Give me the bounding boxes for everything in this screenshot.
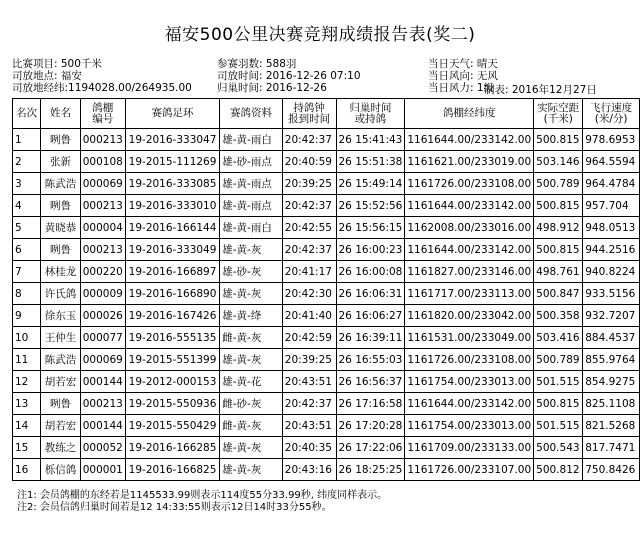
header-ring: 赛鸽足环 bbox=[125, 99, 219, 129]
cell-bird-info: 雄-黄-灰 bbox=[220, 239, 283, 261]
table-row bbox=[13, 305, 640, 327]
cell-distance: 500.815 bbox=[534, 239, 583, 261]
cell-ring: 19-2015-550936 bbox=[125, 393, 219, 415]
cell-ring: 19-2016-166897 bbox=[125, 261, 219, 283]
cell-distance: 500.789 bbox=[534, 349, 583, 371]
header-name: 姓名 bbox=[41, 99, 81, 129]
cell-distance: 500.543 bbox=[534, 437, 583, 459]
table-row bbox=[13, 327, 640, 349]
cell-ring: 19-2016-166285 bbox=[125, 437, 219, 459]
cell-distance: 501.515 bbox=[534, 371, 583, 393]
cell-clock-time: 20:43:51 bbox=[282, 371, 336, 393]
cell-ring: 19-2016-166825 bbox=[125, 459, 219, 481]
table-header-row bbox=[13, 99, 640, 129]
table-row bbox=[13, 415, 640, 437]
table-body bbox=[13, 129, 640, 481]
cell-rank: 3 bbox=[13, 173, 41, 195]
cell-ring: 19-2015-550429 bbox=[125, 415, 219, 437]
header-loft-coords: 鸽棚经纬度 bbox=[405, 99, 534, 129]
table-row bbox=[13, 239, 640, 261]
cell-loft-coords: 1161754.00/233013.00 bbox=[405, 371, 534, 393]
cell-loft-id: 000213 bbox=[80, 393, 125, 415]
cell-rank: 8 bbox=[13, 283, 41, 305]
cell-rank: 2 bbox=[13, 151, 41, 173]
header-return-time: 归巢时间 或持鸽 bbox=[336, 99, 405, 129]
header-bird-info: 赛鸽资料 bbox=[220, 99, 283, 129]
cell-rank: 15 bbox=[13, 437, 41, 459]
cell-name: 咧鲁 bbox=[41, 393, 81, 415]
table-row bbox=[13, 371, 640, 393]
cell-bird-info: 雌-砂-灰 bbox=[220, 393, 283, 415]
cell-return-time: 26 17:20:28 bbox=[336, 415, 405, 437]
cell-loft-coords: 1161726.00/233107.00 bbox=[405, 459, 534, 481]
cell-bird-info: 雄-砂-雨点 bbox=[220, 151, 283, 173]
table-row bbox=[13, 283, 640, 305]
cell-bird-info: 雌-黄-灰 bbox=[220, 327, 283, 349]
table-row bbox=[13, 151, 640, 173]
cell-loft-id: 000026 bbox=[80, 305, 125, 327]
table-row bbox=[13, 261, 640, 283]
cell-loft-id: 000144 bbox=[80, 415, 125, 437]
table-row bbox=[13, 129, 640, 151]
cell-speed: 957.704 bbox=[583, 195, 640, 217]
cell-speed: 884.4537 bbox=[583, 327, 640, 349]
cell-return-time: 26 15:49:14 bbox=[336, 173, 405, 195]
cell-loft-id: 000213 bbox=[80, 239, 125, 261]
cell-name: 黄晓恭 bbox=[41, 217, 81, 239]
footnote-1: 注1: 会员鸽棚的东经若是1145533.99则表示114度55分33.99秒, 纬度同样表示。 bbox=[17, 490, 388, 501]
cell-distance: 500.847 bbox=[534, 283, 583, 305]
cell-distance: 501.515 bbox=[534, 415, 583, 437]
cell-speed: 944.2516 bbox=[583, 239, 640, 261]
cell-ring: 19-2016-167426 bbox=[125, 305, 219, 327]
header-loft-id: 鸽棚 编号 bbox=[80, 99, 125, 129]
cell-rank: 13 bbox=[13, 393, 41, 415]
cell-clock-time: 20:42:55 bbox=[282, 217, 336, 239]
cell-speed: 855.9764 bbox=[583, 349, 640, 371]
cell-return-time: 26 16:00:08 bbox=[336, 261, 405, 283]
cell-return-time: 26 15:51:38 bbox=[336, 151, 405, 173]
cell-bird-info: 雄-黄-灰 bbox=[220, 437, 283, 459]
cell-speed: 854.9275 bbox=[583, 371, 640, 393]
cell-loft-coords: 1161726.00/233108.00 bbox=[405, 349, 534, 371]
header-rank: 名次 bbox=[13, 99, 41, 129]
cell-bird-info: 雄-黄-灰 bbox=[220, 459, 283, 481]
cell-return-time: 26 16:55:03 bbox=[336, 349, 405, 371]
cell-name: 教练之 bbox=[41, 437, 81, 459]
cell-rank: 11 bbox=[13, 349, 41, 371]
cell-bird-info: 雄-黄-灰 bbox=[220, 349, 283, 371]
cell-rank: 14 bbox=[13, 415, 41, 437]
cell-clock-time: 20:42:59 bbox=[282, 327, 336, 349]
race-info-col1 bbox=[12, 58, 192, 94]
table-row bbox=[13, 459, 640, 481]
cell-loft-id: 000108 bbox=[80, 151, 125, 173]
header-speed: 飞行速度 (米/分) bbox=[583, 99, 640, 129]
cell-ring: 19-2016-333085 bbox=[125, 173, 219, 195]
cell-loft-coords: 1161820.00/233042.00 bbox=[405, 305, 534, 327]
cell-speed: 932.7207 bbox=[583, 305, 640, 327]
cell-speed: 964.5594 bbox=[583, 151, 640, 173]
cell-name: 咧鲁 bbox=[41, 239, 81, 261]
cell-return-time: 26 16:06:27 bbox=[336, 305, 405, 327]
cell-clock-time: 20:41:40 bbox=[282, 305, 336, 327]
cell-loft-id: 000009 bbox=[80, 283, 125, 305]
table-row bbox=[13, 173, 640, 195]
footnotes bbox=[17, 490, 387, 514]
cell-return-time: 26 16:00:23 bbox=[336, 239, 405, 261]
wind-direction: 当日风向: 无风 bbox=[428, 70, 498, 82]
cell-distance: 500.789 bbox=[534, 173, 583, 195]
cell-loft-id: 000213 bbox=[80, 195, 125, 217]
cell-name: 王仲生 bbox=[41, 327, 81, 349]
cell-loft-coords: 1161717.00/233113.00 bbox=[405, 283, 534, 305]
cell-speed: 940.8224 bbox=[583, 261, 640, 283]
release-location: 司放地点: 福安 bbox=[12, 70, 82, 82]
cell-loft-id: 000069 bbox=[80, 349, 125, 371]
cell-bird-info: 雄-黄-雨点 bbox=[220, 195, 283, 217]
header-distance: 实际空距 (千米) bbox=[534, 99, 583, 129]
cell-speed: 750.8426 bbox=[583, 459, 640, 481]
cell-loft-coords: 1162008.00/233016.00 bbox=[405, 217, 534, 239]
cell-name: 栎信鸽 bbox=[41, 459, 81, 481]
cell-distance: 500.815 bbox=[534, 129, 583, 151]
cell-rank: 6 bbox=[13, 239, 41, 261]
cell-speed: 978.6953 bbox=[583, 129, 640, 151]
cell-speed: 821.5268 bbox=[583, 415, 640, 437]
cell-name: 陈武浩 bbox=[41, 349, 81, 371]
cell-rank: 9 bbox=[13, 305, 41, 327]
table-row bbox=[13, 393, 640, 415]
cell-name: 许氏鸽 bbox=[41, 283, 81, 305]
cell-rank: 16 bbox=[13, 459, 41, 481]
weather: 当日天气: 晴天 bbox=[428, 58, 498, 70]
cell-loft-coords: 1161644.00/233142.00 bbox=[405, 393, 534, 415]
cell-return-time: 26 17:16:58 bbox=[336, 393, 405, 415]
cell-return-time: 26 16:06:31 bbox=[336, 283, 405, 305]
cell-distance: 503.416 bbox=[534, 327, 583, 349]
cell-name: 胡若宏 bbox=[41, 415, 81, 437]
cell-loft-coords: 1161709.00/233133.00 bbox=[405, 437, 534, 459]
cell-loft-id: 000077 bbox=[80, 327, 125, 349]
cell-return-time: 26 17:22:06 bbox=[336, 437, 405, 459]
cell-name: 咧鲁 bbox=[41, 195, 81, 217]
cell-rank: 12 bbox=[13, 371, 41, 393]
cell-rank: 7 bbox=[13, 261, 41, 283]
cell-return-time: 26 16:56:37 bbox=[336, 371, 405, 393]
cell-rank: 4 bbox=[13, 195, 41, 217]
cell-rank: 10 bbox=[13, 327, 41, 349]
cell-bird-info: 雄-黄-灰 bbox=[220, 283, 283, 305]
cell-loft-coords: 1161726.00/233108.00 bbox=[405, 173, 534, 195]
table-row bbox=[13, 349, 640, 371]
header-clock-time: 持鸽钟 报到时间 bbox=[282, 99, 336, 129]
entry-count: 参赛羽数: 588羽 bbox=[217, 58, 297, 70]
cell-ring: 19-2016-166144 bbox=[125, 217, 219, 239]
cell-loft-coords: 1161754.00/233013.00 bbox=[405, 415, 534, 437]
cell-bird-info: 雄-黄-绛 bbox=[220, 305, 283, 327]
cell-name: 张新 bbox=[41, 151, 81, 173]
cell-bird-info: 雄-黄-雨白 bbox=[220, 129, 283, 151]
cell-loft-coords: 1161644.00/233142.00 bbox=[405, 129, 534, 151]
cell-bird-info: 雄-黄-雨点 bbox=[220, 173, 283, 195]
cell-loft-coords: 1161621.00/233019.00 bbox=[405, 151, 534, 173]
wind-force: 当日风力: 1级 bbox=[428, 82, 495, 94]
cell-bird-info: 雌-黄-灰 bbox=[220, 415, 283, 437]
report-date: 制表: 2016年12月27日 bbox=[484, 84, 597, 96]
cell-speed: 817.7471 bbox=[583, 437, 640, 459]
cell-ring: 19-2015-111269 bbox=[125, 151, 219, 173]
cell-ring: 19-2016-333047 bbox=[125, 129, 219, 151]
cell-distance: 500.815 bbox=[534, 195, 583, 217]
cell-bird-info: 雄-黄-雨白 bbox=[220, 217, 283, 239]
cell-ring: 19-2016-333049 bbox=[125, 239, 219, 261]
cell-ring: 19-2016-166890 bbox=[125, 283, 219, 305]
cell-speed: 825.1108 bbox=[583, 393, 640, 415]
cell-loft-coords: 1161644.00/233142.00 bbox=[405, 195, 534, 217]
cell-distance: 498.761 bbox=[534, 261, 583, 283]
cell-speed: 948.0513 bbox=[583, 217, 640, 239]
cell-loft-id: 000004 bbox=[80, 217, 125, 239]
cell-loft-id: 000144 bbox=[80, 371, 125, 393]
cell-return-time: 26 15:41:43 bbox=[336, 129, 405, 151]
cell-loft-coords: 1161644.00/233142.00 bbox=[405, 239, 534, 261]
cell-name: 徐东玉 bbox=[41, 305, 81, 327]
cell-loft-coords: 1161531.00/233049.00 bbox=[405, 327, 534, 349]
cell-distance: 500.812 bbox=[534, 459, 583, 481]
cell-bird-info: 雄-砂-灰 bbox=[220, 261, 283, 283]
race-info-col2 bbox=[217, 58, 361, 94]
cell-return-time: 26 16:39:11 bbox=[336, 327, 405, 349]
cell-speed: 933.5156 bbox=[583, 283, 640, 305]
table-row bbox=[13, 437, 640, 459]
cell-clock-time: 20:40:59 bbox=[282, 151, 336, 173]
cell-clock-time: 20:39:25 bbox=[282, 349, 336, 371]
race-event: 比赛项目: 500千米 bbox=[12, 58, 102, 70]
cell-loft-coords: 1161827.00/233146.00 bbox=[405, 261, 534, 283]
cell-clock-time: 20:42:30 bbox=[282, 283, 336, 305]
cell-return-time: 26 18:25:25 bbox=[336, 459, 405, 481]
footnote-2: 注2: 会员信鸽归巢时间若是12 14:33:55则表示12日14时33分55秒。 bbox=[17, 502, 332, 513]
table-row bbox=[13, 195, 640, 217]
cell-clock-time: 20:43:51 bbox=[282, 415, 336, 437]
results-table bbox=[12, 98, 640, 481]
cell-ring: 19-2016-333010 bbox=[125, 195, 219, 217]
cell-ring: 19-2015-551399 bbox=[125, 349, 219, 371]
table-row bbox=[13, 217, 640, 239]
cell-clock-time: 20:41:17 bbox=[282, 261, 336, 283]
cell-clock-time: 20:39:25 bbox=[282, 173, 336, 195]
report-title: 福安500公里决赛竞翔成绩报告表(奖二) bbox=[164, 25, 476, 45]
cell-rank: 5 bbox=[13, 217, 41, 239]
cell-loft-id: 000052 bbox=[80, 437, 125, 459]
cell-distance: 503.146 bbox=[534, 151, 583, 173]
cell-name: 林桂龙 bbox=[41, 261, 81, 283]
cell-distance: 500.358 bbox=[534, 305, 583, 327]
cell-clock-time: 20:42:37 bbox=[282, 393, 336, 415]
cell-distance: 498.912 bbox=[534, 217, 583, 239]
cell-clock-time: 20:42:37 bbox=[282, 239, 336, 261]
cell-clock-time: 20:42:37 bbox=[282, 129, 336, 151]
cell-clock-time: 20:43:16 bbox=[282, 459, 336, 481]
cell-bird-info: 雄-黄-花 bbox=[220, 371, 283, 393]
cell-clock-time: 20:42:37 bbox=[282, 195, 336, 217]
cell-ring: 19-2012-000153 bbox=[125, 371, 219, 393]
cell-name: 陈武浩 bbox=[41, 173, 81, 195]
cell-ring: 19-2016-555135 bbox=[125, 327, 219, 349]
cell-distance: 500.815 bbox=[534, 393, 583, 415]
cell-loft-id: 000213 bbox=[80, 129, 125, 151]
cell-loft-id: 000001 bbox=[80, 459, 125, 481]
cell-rank: 1 bbox=[13, 129, 41, 151]
cell-return-time: 26 15:56:15 bbox=[336, 217, 405, 239]
release-time: 司放时间: 2016-12-26 07:10 bbox=[217, 70, 361, 82]
release-coordinates: 司放地经纬:1194028.00/264935.00 bbox=[12, 82, 192, 94]
cell-name: 胡若宏 bbox=[41, 371, 81, 393]
return-date: 归巢时间: 2016-12-26 bbox=[217, 82, 327, 94]
cell-loft-id: 000069 bbox=[80, 173, 125, 195]
cell-speed: 964.4784 bbox=[583, 173, 640, 195]
cell-return-time: 26 15:52:56 bbox=[336, 195, 405, 217]
cell-name: 咧鲁 bbox=[41, 129, 81, 151]
cell-loft-id: 000220 bbox=[80, 261, 125, 283]
cell-clock-time: 20:40:35 bbox=[282, 437, 336, 459]
